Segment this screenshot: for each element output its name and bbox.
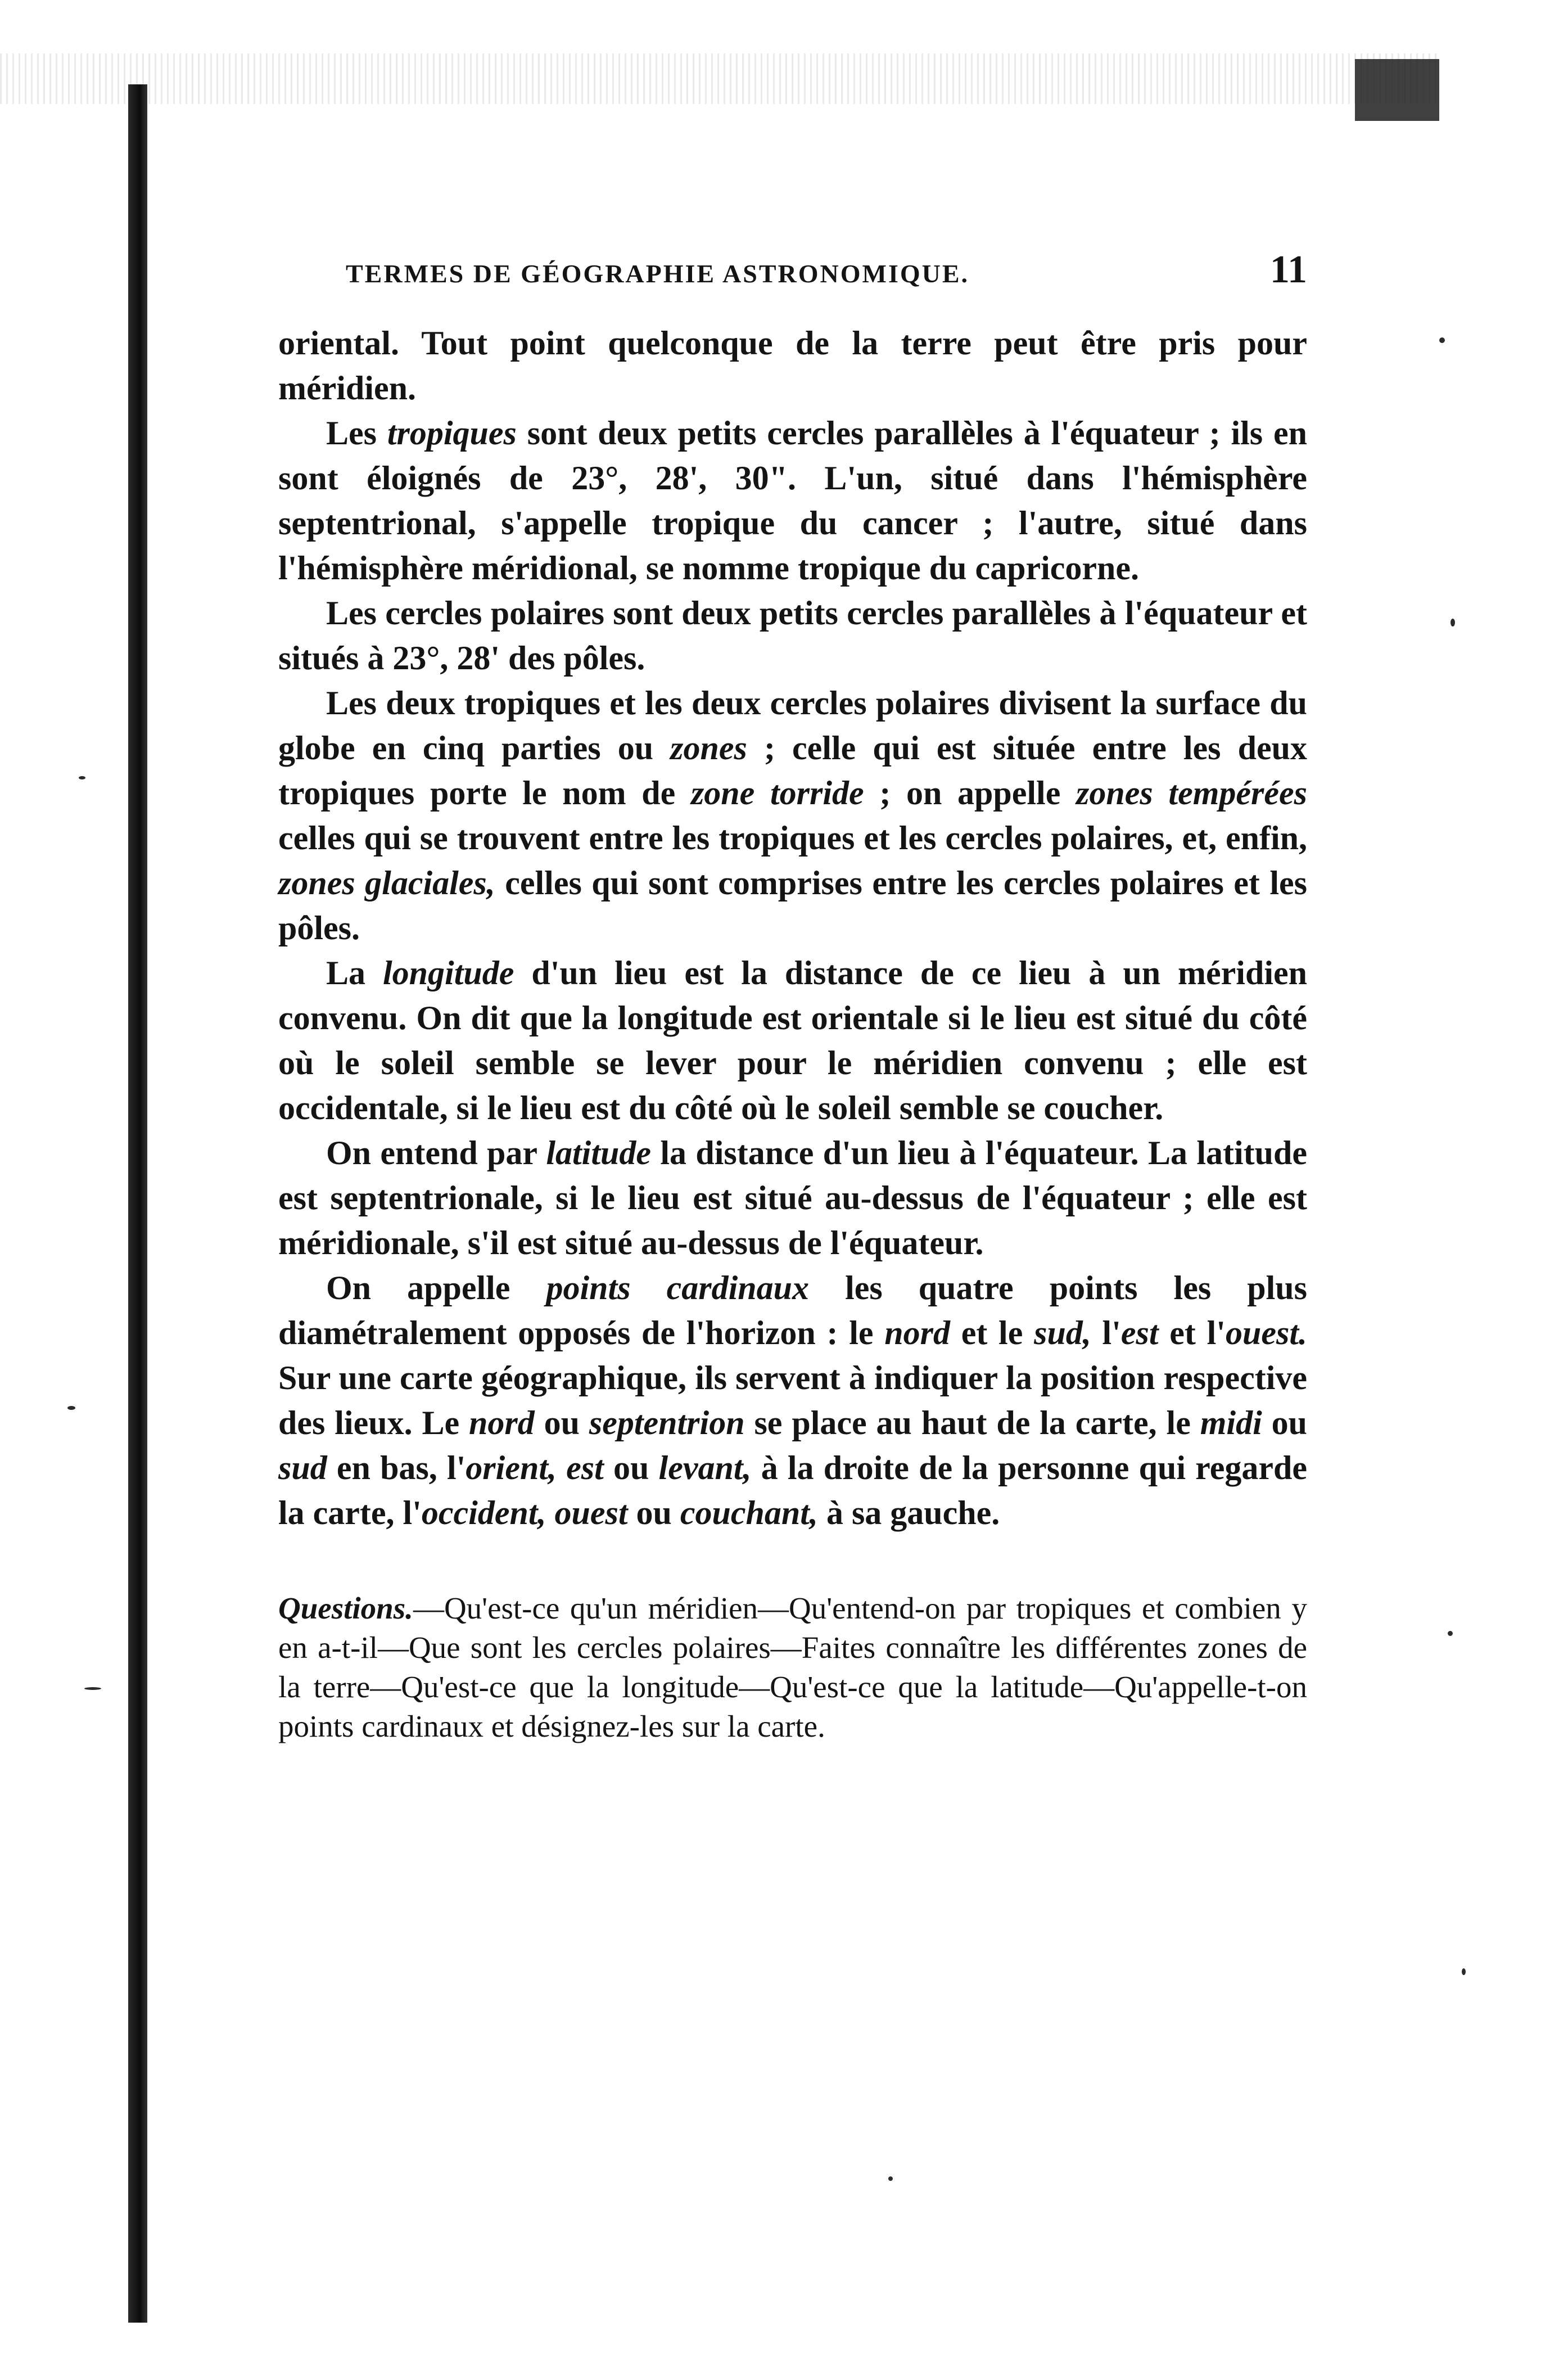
book-page bbox=[278, 247, 1307, 1777]
running-head bbox=[278, 247, 1307, 309]
paragraph-points-cardinaux: On appelle points cardinaux les quatre points les plus diamétralement opposés de l'horizon : le nord et le sud, l'est et l'ouest. Sur une carte géographique, ils servent à indiquer la position respective des lieux. Le nord ou septentrion se place au haut de la carte, le midi ou sud en bas, l'orient, est ou levant, à la droite de la personne qui regarde la carte, l'occident, ouest ou couchant, à sa gauche. bbox=[278, 1269, 1308, 1531]
paragraph-tropiques: Les tropiques sont deux petits cercles parallèles à l'équateur ; ils en sont éloignés de 23°, 28', 30". L'un, situé dans l'hémisphère septentrional, s'appelle tropique du cancer ; l'autre, situé dans l'hémisphère méridional, se nomme tropique du capricorne. bbox=[278, 414, 1307, 587]
page-number: 11 bbox=[1269, 248, 1307, 291]
running-title: TERMES DE GÉOGRAPHIE ASTRONOMIQUE. bbox=[346, 259, 970, 288]
paragraph-zones: Les deux tropiques et les deux cercles polaires divisent la surface du globe en cinq parties ou zones ; celle qui est située entre les deux tropiques porte le nom de zone torride ; on appelle zones tempérées celles qui se trouvent entre les tropiques et les cercles polaires, et, enfin, zones glaciales, celles qui sont comprises entre les cercles polaires et les pôles. bbox=[278, 684, 1307, 946]
scan-noise-top bbox=[0, 53, 1439, 104]
scan-dark-corner bbox=[1355, 59, 1439, 121]
body-text bbox=[278, 321, 1307, 1535]
questions-text: —Qu'est-ce qu'un méridien—Qu'entend-on par tropiques et combien y en a-t-il—Que sont les cercles polaires—Faites connaître les différentes zones de la terre—Qu'est-ce que la longitude—Qu'est-ce que la latitude—Qu'appelle-t-on points cardinaux et désignez-les sur la carte. bbox=[278, 1591, 1307, 1743]
paragraph-latitude: On entend par latitude la distance d'un lieu à l'équateur. La latitude est septentrionale, si le lieu est situé au-dessus de l'équateur ; elle est méridionale, s'il est situé au-dessus de l'équateur. bbox=[278, 1134, 1307, 1261]
questions-label: Questions. bbox=[278, 1591, 413, 1625]
paragraph-1: oriental. Tout point quelconque de la terre peut être pris pour méridien. bbox=[278, 324, 1307, 407]
paragraph-cercles-polaires: Les cercles polaires sont deux petits cercles parallèles à l'équateur et situés à 23°, 28' des pôles. bbox=[278, 594, 1307, 677]
paragraph-longitude: La longitude d'un lieu est la distance de ce lieu à un méridien convenu. On dit que la longitude est orientale si le lieu est situé du côté où le soleil semble se lever pour le méridien convenu ; elle est occidentale, si le lieu est du côté où le soleil semble se coucher. bbox=[278, 954, 1307, 1126]
questions-block bbox=[278, 1589, 1307, 1746]
binding-shadow bbox=[128, 84, 147, 2323]
